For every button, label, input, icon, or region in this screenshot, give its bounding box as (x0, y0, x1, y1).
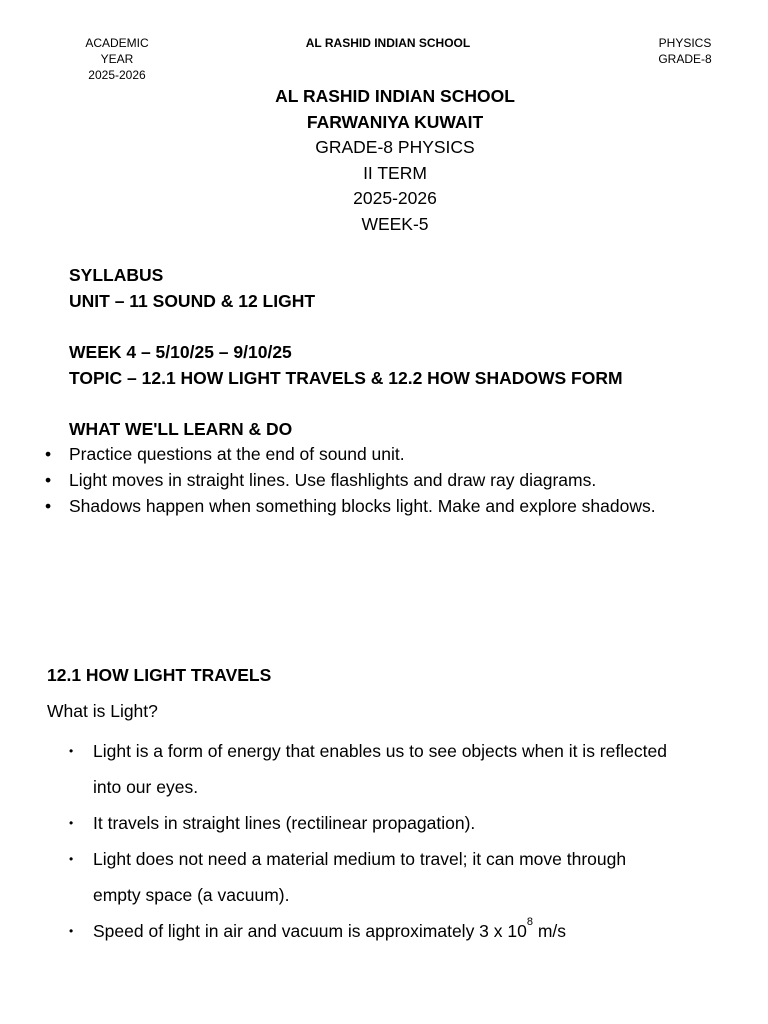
learn-item-text: Practice questions at the end of sound unit. (69, 444, 405, 464)
syllabus-unit: UNIT – 11 SOUND & 12 LIGHT (69, 291, 316, 311)
fact-text: into our eyes. (93, 777, 199, 797)
header-school-name: AL RASHID INDIAN SCHOOL (305, 36, 471, 50)
bullet-icon: • (69, 744, 74, 758)
schedule-week: WEEK 4 – 5/10/25 – 9/10/25 (69, 342, 292, 362)
bullet-icon: • (45, 470, 52, 490)
syllabus-block (69, 262, 315, 314)
fact-text: Light is a form of energy that enables us to see objects when it is reflected (93, 741, 667, 761)
list-item (0, 841, 740, 877)
header-academic-year-value: 2025-2026 (88, 68, 146, 82)
learn-item-text: Shadows happen when something blocks light. Make and explore shadows. (69, 496, 656, 516)
bullet-icon: • (45, 496, 52, 516)
list-item (0, 805, 740, 841)
list-item (0, 467, 656, 493)
fact-unit: m/s (532, 921, 567, 941)
section-12-1-heading: 12.1 HOW LIGHT TRAVELS (47, 665, 272, 685)
header-subject-grade (640, 35, 730, 67)
exponent: 8 (526, 916, 533, 928)
schedule-block (69, 339, 623, 391)
fact-text: empty space (a vacuum). (93, 885, 290, 905)
header-grade: GRADE-8 (658, 52, 712, 66)
title-block (0, 84, 768, 237)
bullet-icon: • (69, 924, 74, 938)
title-week: WEEK-5 (361, 213, 429, 234)
facts-list (0, 733, 740, 949)
list-item (0, 733, 740, 769)
schedule-topic: TOPIC – 12.1 HOW LIGHT TRAVELS & 12.2 HOW SHADOWS FORM (69, 368, 623, 388)
learn-list (0, 441, 656, 519)
header-subject: PHYSICS (658, 36, 712, 50)
list-item (0, 441, 656, 467)
header-academic-year-label: ACADEMIC YEAR (85, 36, 149, 66)
list-item-continuation (0, 877, 740, 913)
title-term: II TERM (363, 162, 427, 183)
title-school: AL RASHID INDIAN SCHOOL (275, 86, 515, 106)
learn-item-text: Light moves in straight lines. Use flashlights and draw ray diagrams. (69, 470, 597, 490)
fact-text: Speed of light in air and vacuum is approximately 3 x 10 (93, 921, 527, 941)
fact-text: It travels in straight lines (rectilinear propagation). (93, 813, 476, 833)
section-12-1-question: What is Light? (47, 701, 158, 721)
bullet-icon: • (69, 816, 74, 830)
bullet-icon: • (45, 444, 52, 464)
title-location: FARWANIYA KUWAIT (306, 111, 484, 132)
list-item-continuation (0, 769, 740, 805)
bullet-icon: • (69, 852, 74, 866)
learn-heading: WHAT WE'LL LEARN & DO (69, 419, 293, 439)
list-item (0, 913, 740, 949)
syllabus-heading: SYLLABUS (69, 265, 164, 285)
fact-text: Light does not need a material medium to travel; it can move through (93, 849, 627, 869)
list-item (0, 493, 656, 519)
title-year: 2025-2026 (353, 188, 437, 208)
title-grade-subject: GRADE-8 PHYSICS (315, 137, 475, 157)
